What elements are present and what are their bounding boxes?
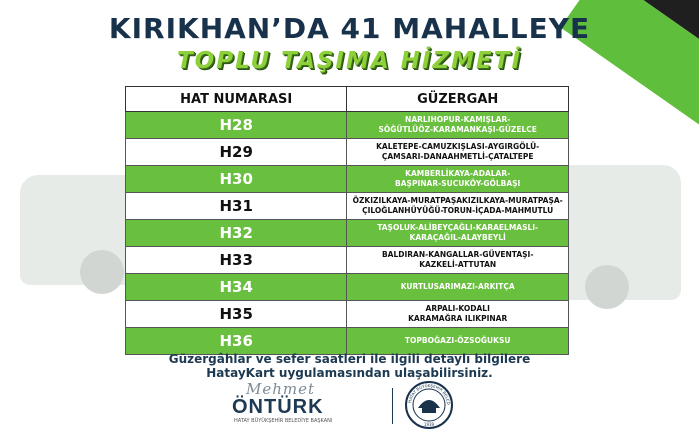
table-row <box>126 166 569 193</box>
mayor-signature-logo <box>232 380 384 428</box>
table-row <box>126 247 569 274</box>
line-code: H31 <box>126 193 347 220</box>
column-header-route: GÜZERGAH <box>347 87 569 112</box>
municipality-seal-icon <box>404 380 454 430</box>
line-code: H30 <box>126 166 347 193</box>
line-code: H32 <box>126 220 347 247</box>
line-code: H33 <box>126 247 347 274</box>
logo-divider <box>392 388 393 424</box>
table-row <box>126 301 569 328</box>
route-text: TOPBOĞAZI-ÖZSOĞUKSU <box>347 328 569 355</box>
route-text: ARPALI-KODALI KARAMAĞRA ILIKPINAR <box>347 301 569 328</box>
line-code: H36 <box>126 328 347 355</box>
route-text: KAMBERLİKAYA-ADALAR- BAŞPINAR-SUCUKÖY-GÖLBAŞI <box>347 166 569 193</box>
route-text: BALDIRAN-KANGALLAR-GÜVENTAŞI- KAZKELİ-ATTUTAN <box>347 247 569 274</box>
signature-surname: ÖNTÜRK <box>232 396 324 418</box>
bus-wheel-left <box>80 250 124 294</box>
route-text: KURTLUSARIMAZI-ARKITÇA <box>347 274 569 301</box>
page-subtitle: TOPLU TAŞIMA HİZMETİ <box>176 48 523 74</box>
column-header-line-number: HAT NUMARASI <box>126 87 347 112</box>
table-row <box>126 139 569 166</box>
svg-text:HATAY BÜYÜKŞEHİR BELEDİYESİ: HATAY BÜYÜKŞEHİR BELED <box>407 382 452 405</box>
signature-script-name: Mehmet <box>246 380 316 398</box>
table-row <box>126 328 569 355</box>
line-code: H35 <box>126 301 347 328</box>
route-text: TAŞOLUK-ALİBEYÇAĞLI-KARAELMASLI- KARAÇAĞIL-ALAYBEYLİ <box>347 220 569 247</box>
bus-wheel-right <box>585 265 629 309</box>
seal-year: 1939 <box>423 422 435 427</box>
route-text: KALETEPE-CAMUZKIŞLASI-AYGIRGÖLÜ- ÇAMSARI-DANAAHMETLİ-ÇATALTEPE <box>347 139 569 166</box>
page-title: KIRIKHAN’DA 41 MAHALLEYE <box>108 12 591 45</box>
routes-table <box>125 86 569 355</box>
signature-role: HATAY BÜYÜKŞEHİR BELEDİYE BAŞKANI <box>234 418 333 424</box>
table-header-row <box>126 87 569 112</box>
route-text: NARLIHOPUR-KAMIŞLAR- SÖĞÜTLÜÖZ-KARAMANKAŞI-GÜZELCE <box>347 112 569 139</box>
hataykart-brand: HatayKart <box>206 366 275 380</box>
table-row <box>126 220 569 247</box>
line-code: H28 <box>126 112 347 139</box>
info-text-line2 <box>0 366 699 380</box>
table-row <box>126 112 569 139</box>
info-text-line1: Güzergâhlar ve sefer saatleri ile ilgili detaylı bilgilere <box>168 352 531 366</box>
route-text: ÖZKIZILKAYA-MURATPAŞAKIZILKAYA-MURATPAŞA- ÇILOĞLANHÜYÜĞÜ-TORUN-İÇADA-MAHMUTLU <box>347 193 569 220</box>
info-text-line2-rest: uygulamasından ulaşabilirsiniz. <box>274 366 493 380</box>
line-code: H29 <box>126 139 347 166</box>
table-row <box>126 193 569 220</box>
line-code: H34 <box>126 274 347 301</box>
table-row <box>126 274 569 301</box>
